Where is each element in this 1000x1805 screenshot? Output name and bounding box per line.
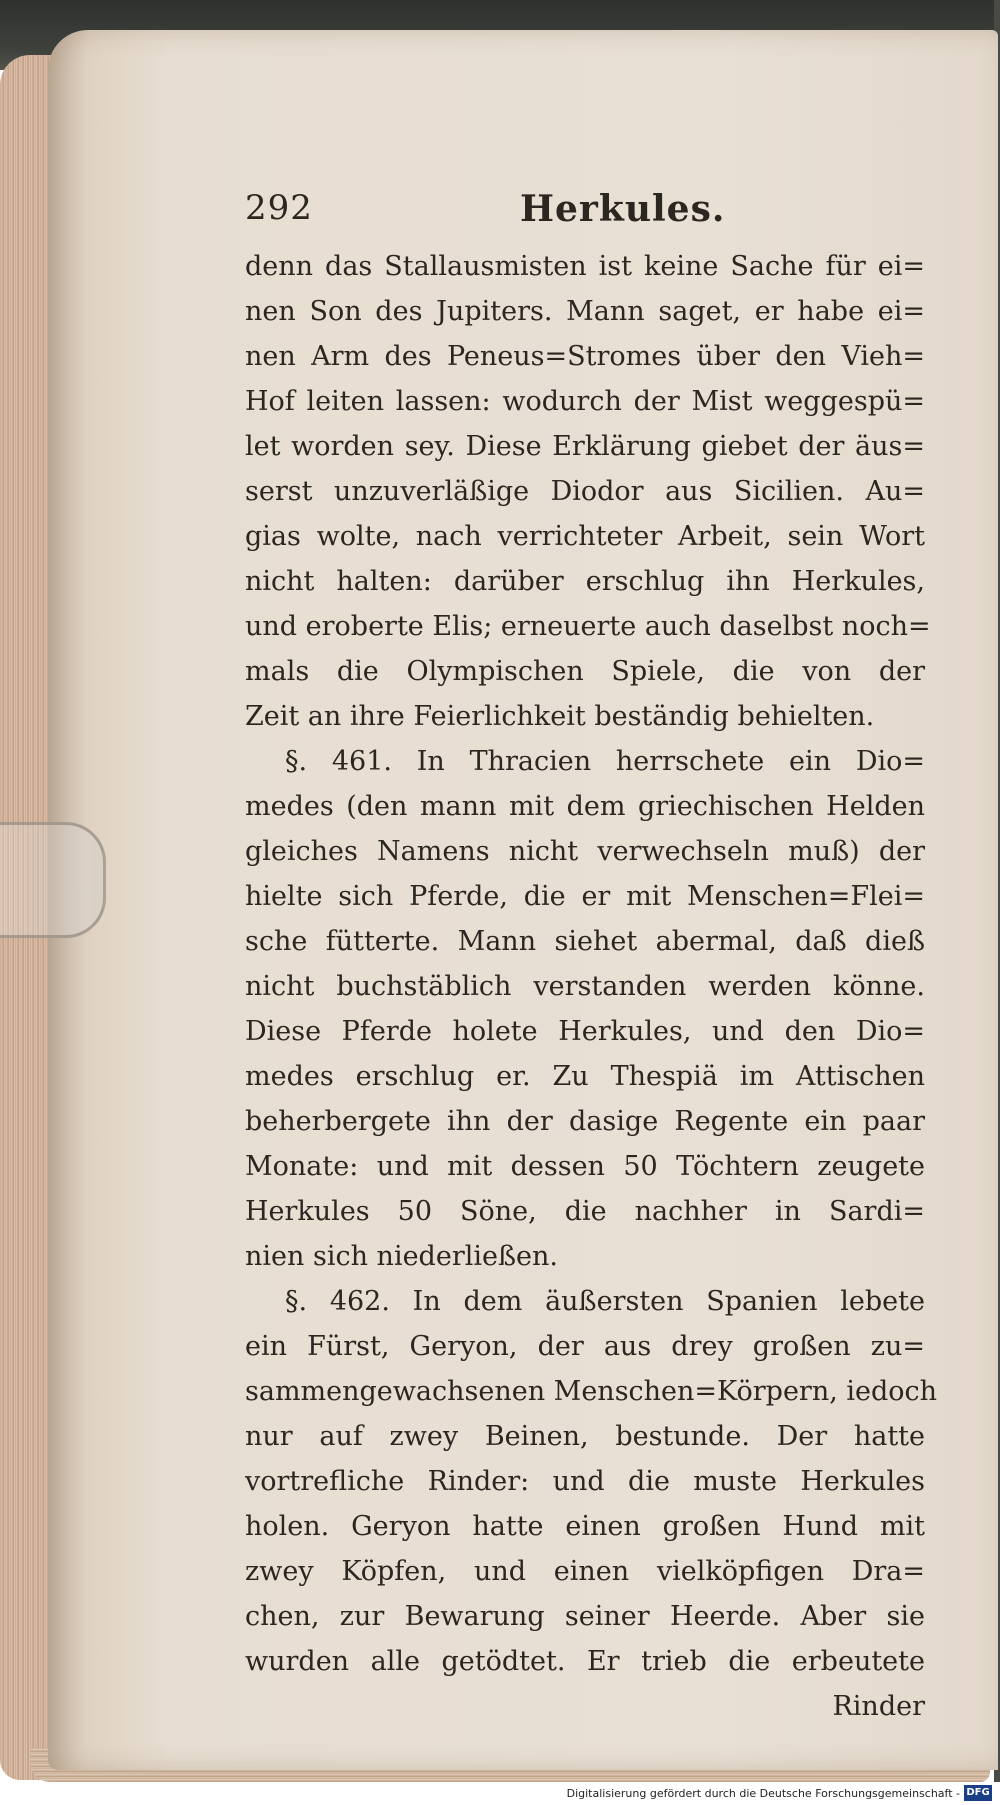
text-line: gleiches Namens nicht verwechseln muß) der	[245, 836, 925, 867]
dfg-logo: DFG	[964, 1785, 992, 1801]
text-line: serst unzuverläßige Diodor aus Sicilien. Au=	[245, 476, 925, 507]
text-line: hielte sich Pferde, die er mit Menschen=Flei=	[245, 881, 925, 912]
text-line: sche fütterte. Mann siehet abermal, daß dieß	[245, 926, 925, 957]
footer-credit: Digitalisierung gefördert durch die Deutsche Forschungsgemeinschaft -	[566, 1787, 960, 1800]
text-line: Diese Pferde holete Herkules, und den Dio=	[245, 1016, 925, 1047]
text-line: gias wolte, nach verrichteter Arbeit, sein Wort	[245, 521, 925, 552]
text-line: nicht halten: darüber erschlug ihn Herkules,	[245, 566, 925, 597]
text-line: nur auf zwey Beinen, bestunde. Der hatte	[245, 1421, 925, 1452]
paragraph-start: §. 461. In Thracien herrschete ein Dio=	[285, 746, 925, 777]
text-line: nien sich niederließen.	[245, 1241, 558, 1272]
text-line: wurden alle getödtet. Er trieb die erbeutete	[245, 1646, 925, 1677]
text-line: holen. Geryon hatte einen großen Hund mit	[245, 1511, 925, 1542]
text-line: nen Arm des Peneus=Stromes über den Vieh=	[245, 341, 925, 372]
text-line: mals die Olympischen Spiele, die von der	[245, 656, 925, 687]
page-number: 292	[245, 188, 313, 228]
catchword: Rinder	[832, 1691, 925, 1722]
running-head: Herkules.	[520, 188, 726, 230]
text-line: Herkules 50 Söne, die nachher in Sardi=	[245, 1196, 925, 1227]
page-text	[245, 188, 938, 1729]
text-line: Hof leiten lassen: wodurch der Mist weggespü=	[245, 386, 925, 417]
text-line: zwey Köpfen, und einen vielköpfigen Dra=	[245, 1556, 925, 1587]
text-line: vortrefliche Rinder: und die muste Herkules	[245, 1466, 925, 1497]
text-line: denn das Stallausmisten ist keine Sache für ei=	[245, 251, 925, 282]
text-line: ein Fürst, Geryon, der aus drey großen zu=	[245, 1331, 925, 1362]
text-line: Zeit an ihre Feierlichkeit beständig behielten.	[245, 701, 875, 732]
text-line: nen Son des Jupiters. Mann saget, er habe ei=	[245, 296, 925, 327]
text-line: medes erschlug er. Zu Thespiä im Attischen	[245, 1061, 925, 1092]
text-line: chen, zur Bewarung seiner Heerde. Aber sie	[245, 1601, 925, 1632]
text-line: sammengewachsenen Menschen=Körpern, iedoch	[245, 1376, 938, 1407]
paragraph-start: §. 462. In dem äußersten Spanien lebete	[285, 1286, 925, 1317]
page-header	[245, 188, 925, 244]
text-line: beherbergete ihn der dasige Regente ein paar	[245, 1106, 925, 1137]
bookmark-clip	[0, 822, 106, 938]
text-line: nicht buchstäblich verstanden werden könne.	[245, 971, 925, 1002]
text-line: Monate: und mit dessen 50 Töchtern zeugete	[245, 1151, 925, 1182]
text-line: let worden sey. Diese Erklärung giebet der äus=	[245, 431, 925, 462]
text-line: medes (den mann mit dem griechischen Helden	[245, 791, 925, 822]
text-line: und eroberte Elis; erneuerte auch daselbst noch=	[245, 611, 931, 642]
